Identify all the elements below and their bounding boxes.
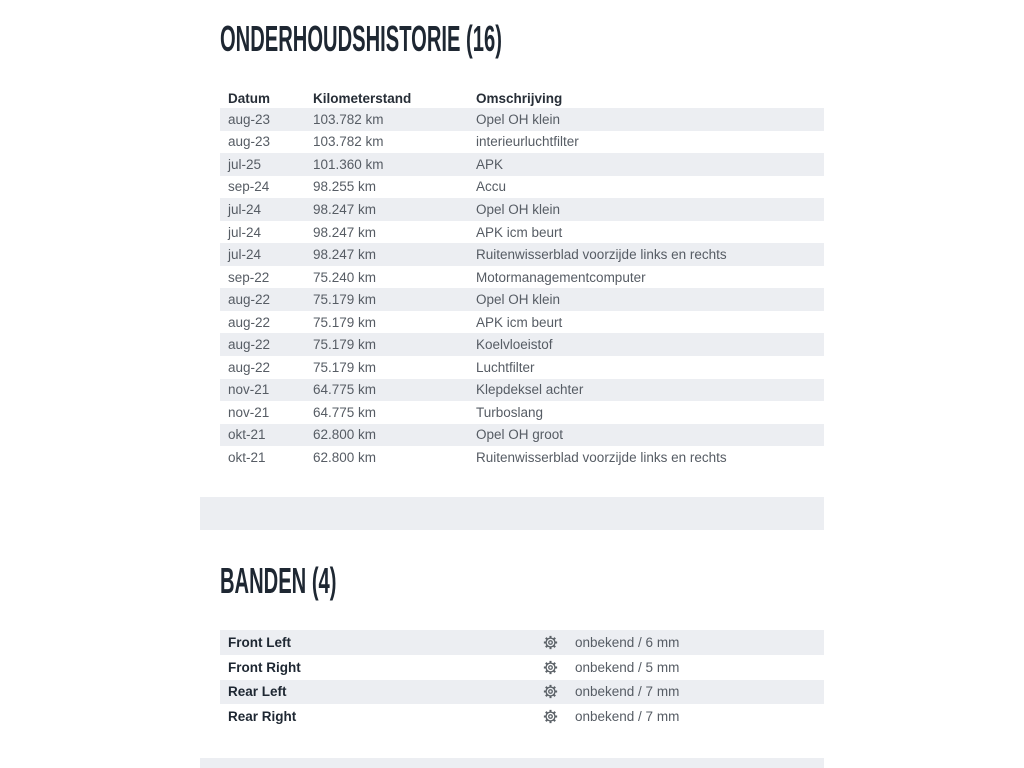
maintenance-row-kilometers: 103.782 km	[313, 111, 384, 127]
maintenance-table-row	[220, 379, 824, 402]
maintenance-row-description: Luchtfilter	[476, 359, 535, 375]
tire-row	[220, 704, 824, 729]
maintenance-row-date: nov-21	[228, 382, 270, 398]
maintenance-row-kilometers: 98.247 km	[313, 247, 377, 263]
tire-position-label: Rear Right	[228, 709, 297, 725]
maintenance-table-row	[220, 108, 824, 131]
maintenance-row-description: APK icm beurt	[476, 314, 563, 330]
tire-tread-value: onbekend / 6 mm	[575, 634, 680, 650]
gear-icon	[542, 708, 575, 725]
column-header-omschrijving: Omschrijving	[476, 90, 563, 106]
maintenance-table-row	[220, 198, 824, 221]
tire-tread-value: onbekend / 5 mm	[575, 659, 680, 675]
maintenance-row-description: Motormanagementcomputer	[476, 269, 646, 285]
maintenance-row-kilometers: 101.360 km	[313, 156, 384, 172]
maintenance-table-row	[220, 131, 824, 154]
maintenance-row-kilometers: 75.179 km	[313, 359, 377, 375]
tire-position-label: Front Right	[228, 659, 301, 675]
tires-table	[220, 630, 824, 729]
maintenance-table-row	[220, 221, 824, 244]
maintenance-row-kilometers: 75.179 km	[313, 292, 377, 308]
maintenance-history-table	[220, 88, 824, 469]
gear-icon	[542, 683, 575, 700]
maintenance-row-date: jul-24	[228, 247, 262, 263]
maintenance-row-description: APK icm beurt	[476, 224, 563, 240]
maintenance-table-row	[220, 333, 824, 356]
gear-icon	[542, 634, 575, 651]
maintenance-table-row	[220, 176, 824, 199]
maintenance-row-kilometers: 75.179 km	[313, 337, 377, 353]
maintenance-history-title: ONDERHOUDSHISTORIE (16)	[220, 18, 502, 59]
maintenance-row-kilometers: 64.775 km	[313, 404, 377, 420]
maintenance-table-row	[220, 153, 824, 176]
tires-title: BANDEN (4)	[220, 560, 337, 601]
maintenance-row-description: Opel OH klein	[476, 201, 561, 217]
maintenance-row-description: Opel OH groot	[476, 427, 564, 443]
tire-row	[220, 680, 824, 705]
maintenance-row-description: Ruitenwisserblad voorzijde links en rechts	[476, 247, 727, 263]
maintenance-row-date: aug-23	[228, 134, 271, 150]
maintenance-row-description: Opel OH klein	[476, 292, 561, 308]
maintenance-row-kilometers: 103.782 km	[313, 134, 384, 150]
tire-tread-value: onbekend / 7 mm	[575, 684, 680, 700]
maintenance-table-row	[220, 424, 824, 447]
maintenance-row-kilometers: 62.800 km	[313, 449, 377, 465]
maintenance-row-date: jul-24	[228, 201, 262, 217]
maintenance-row-description: Accu	[476, 179, 507, 195]
maintenance-row-kilometers: 64.775 km	[313, 382, 377, 398]
maintenance-row-kilometers: 75.240 km	[313, 269, 377, 285]
column-header-datum: Datum	[228, 90, 271, 106]
maintenance-row-description: Ruitenwisserblad voorzijde links en rechts	[476, 449, 727, 465]
maintenance-row-description: Koelvloeistof	[476, 337, 553, 353]
maintenance-row-kilometers: 98.247 km	[313, 201, 377, 217]
maintenance-row-description: APK	[476, 156, 504, 172]
maintenance-table-row	[220, 446, 824, 469]
maintenance-row-date: okt-21	[228, 427, 266, 443]
maintenance-row-kilometers: 62.800 km	[313, 427, 377, 443]
tire-position-label: Front Left	[228, 634, 291, 650]
maintenance-table-row	[220, 243, 824, 266]
maintenance-row-date: jul-24	[228, 224, 262, 240]
tire-tread-value: onbekend / 7 mm	[575, 709, 680, 725]
tire-position-label: Rear Left	[228, 684, 287, 700]
maintenance-row-date: aug-23	[228, 111, 271, 127]
maintenance-row-date: aug-22	[228, 314, 271, 330]
maintenance-table-row	[220, 356, 824, 379]
maintenance-row-description: Opel OH klein	[476, 111, 561, 127]
maintenance-row-date: aug-22	[228, 337, 271, 353]
maintenance-table-row	[220, 288, 824, 311]
maintenance-row-kilometers: 75.179 km	[313, 314, 377, 330]
tires-table-body	[220, 630, 824, 729]
tire-row	[220, 655, 824, 680]
maintenance-row-description: Turboslang	[476, 404, 544, 420]
bottom-divider-band	[200, 758, 824, 768]
maintenance-row-kilometers: 98.247 km	[313, 224, 377, 240]
maintenance-table-header	[220, 88, 824, 108]
maintenance-table-row	[220, 311, 824, 334]
maintenance-row-description: interieurluchtfilter	[476, 134, 579, 150]
maintenance-table-body	[220, 108, 824, 469]
maintenance-row-kilometers: 98.255 km	[313, 179, 377, 195]
maintenance-row-date: aug-22	[228, 292, 271, 308]
maintenance-row-date: aug-22	[228, 359, 271, 375]
maintenance-row-date: sep-22	[228, 269, 270, 285]
tire-row	[220, 630, 824, 655]
maintenance-table-row	[220, 401, 824, 424]
maintenance-row-date: jul-25	[228, 156, 262, 172]
maintenance-row-description: Klepdeksel achter	[476, 382, 584, 398]
maintenance-table-row	[220, 266, 824, 289]
maintenance-row-date: okt-21	[228, 449, 266, 465]
maintenance-row-date: sep-24	[228, 179, 270, 195]
column-header-kilometerstand: Kilometerstand	[313, 90, 412, 106]
maintenance-row-date: nov-21	[228, 404, 270, 420]
section-divider-band	[200, 497, 824, 530]
gear-icon	[542, 659, 575, 676]
